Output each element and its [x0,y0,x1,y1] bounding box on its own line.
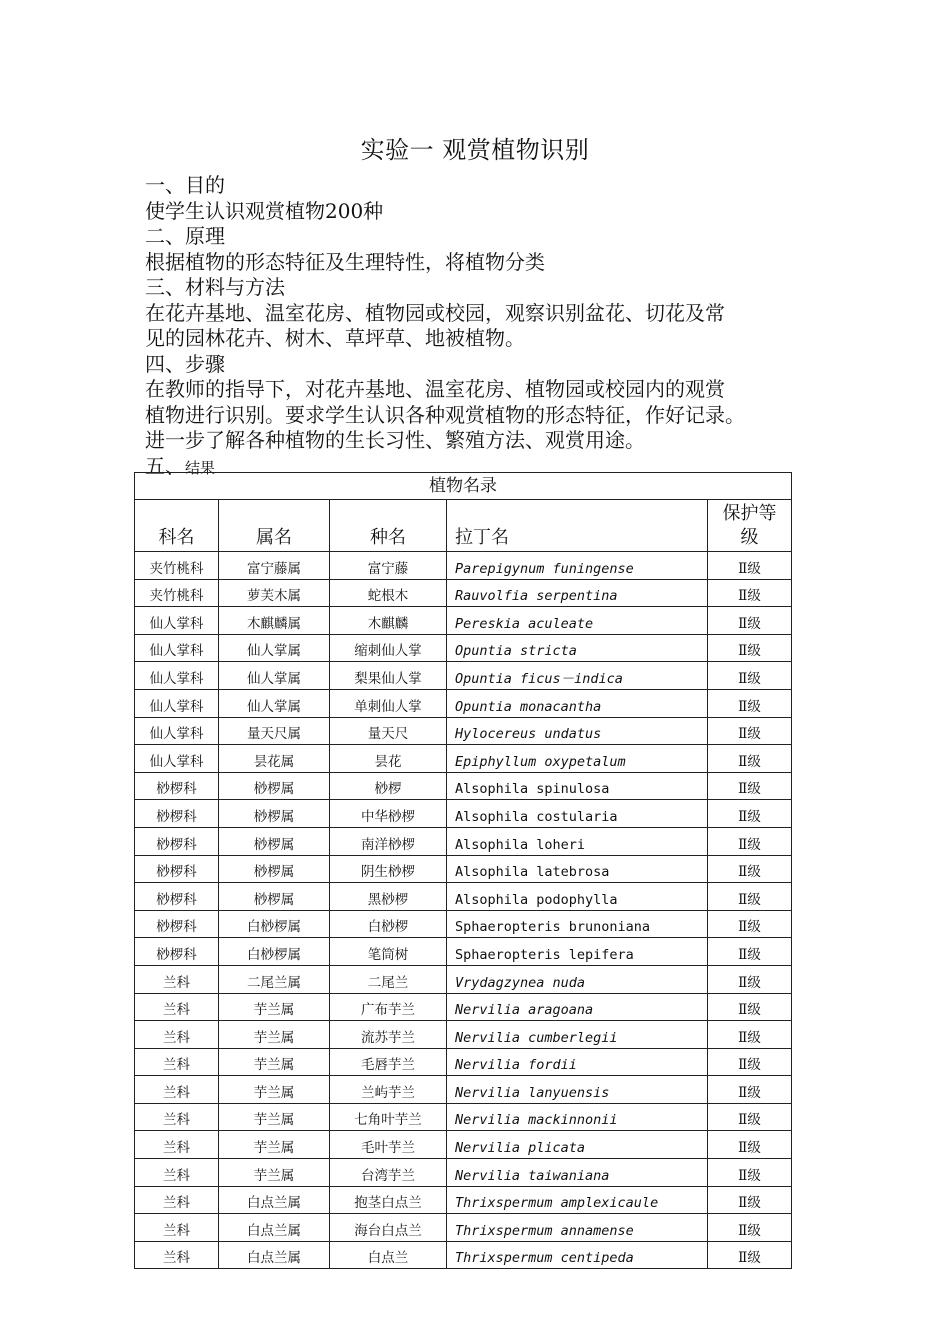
cell-species: 抱茎白点兰 [330,1186,447,1214]
cell-genus: 芋兰属 [219,993,330,1021]
header-latin: 拉丁名 [447,500,708,552]
section-3-heading: 三、材料与方法 [145,275,285,299]
cell-genus: 白点兰属 [219,1241,330,1269]
cell-species: 缩刺仙人掌 [330,634,447,662]
cell-level: Ⅱ级 [708,965,792,993]
table-row [135,1076,792,1104]
cell-genus: 芋兰属 [219,1021,330,1049]
cell-genus: 白点兰属 [219,1214,330,1242]
cell-family: 兰科 [135,1048,219,1076]
cell-species: 阴生桫椤 [330,855,447,883]
cell-species: 兰屿芋兰 [330,1076,447,1104]
cell-species: 台湾芋兰 [330,1159,447,1187]
cell-latin: Rauvolfia serpentina [447,579,708,607]
cell-species: 流苏芋兰 [330,1021,447,1049]
cell-level: Ⅱ级 [708,552,792,580]
table-row [135,965,792,993]
cell-family: 桫椤科 [135,910,219,938]
cell-level: Ⅱ级 [708,883,792,911]
section-2-heading: 二、原理 [145,224,225,248]
cell-species: 毛唇芋兰 [330,1048,447,1076]
section-5-number: 五、 [145,453,185,478]
table-row [135,1021,792,1049]
header-level [708,500,792,552]
cell-level: Ⅱ级 [708,662,792,690]
cell-genus: 桫椤属 [219,855,330,883]
cell-family: 仙人掌科 [135,607,219,635]
table-row [135,662,792,690]
plant-list-table [134,472,792,1269]
cell-genus: 仙人掌属 [219,689,330,717]
section-3-text-line-2: 见的园林花卉、树木、草坪草、地被植物。 [145,326,525,350]
cell-level: Ⅱ级 [708,1103,792,1131]
header-level-line-1: 保护等 [722,503,777,524]
cell-level: Ⅱ级 [708,1021,792,1049]
table-row [135,1048,792,1076]
cell-level: Ⅱ级 [708,634,792,662]
section-4-text-line-3: 进一步了解各种植物的生长习性、繁殖方法、观赏用途。 [145,428,645,452]
cell-species: 南洋桫椤 [330,827,447,855]
cell-genus: 萝芙木属 [219,579,330,607]
section-4-heading: 四、步骤 [145,351,225,376]
cell-species: 海台白点兰 [330,1214,447,1242]
cell-latin: Alsophila spinulosa [447,772,708,800]
cell-genus: 桫椤属 [219,827,330,855]
cell-family: 仙人掌科 [135,662,219,690]
cell-level: Ⅱ级 [708,1076,792,1104]
table-row [135,800,792,828]
cell-level: Ⅱ级 [708,855,792,883]
section-2-text: 根据植物的形态特征及生理特性，将植物分类 [145,249,545,274]
table-row [135,910,792,938]
cell-genus: 桫椤属 [219,883,330,911]
section-4-text-line-2: 植物进行识别。要求学生认识各种观赏植物的形态特征，作好记录。 [145,402,745,427]
cell-family: 兰科 [135,1103,219,1131]
cell-species: 蛇根木 [330,579,447,607]
cell-level: Ⅱ级 [708,1159,792,1187]
header-genus: 属名 [219,500,330,552]
table-row [135,938,792,966]
header-level-line-2: 级 [740,527,759,548]
cell-family: 桫椤科 [135,827,219,855]
cell-family: 兰科 [135,1186,219,1214]
cell-level: Ⅱ级 [708,607,792,635]
cell-family: 兰科 [135,1131,219,1159]
cell-family: 桫椤科 [135,938,219,966]
cell-species: 中华桫椤 [330,800,447,828]
cell-species: 七角叶芋兰 [330,1103,447,1131]
cell-species: 广布芋兰 [330,993,447,1021]
cell-species: 黑桫椤 [330,883,447,911]
cell-species: 笔筒树 [330,938,447,966]
cell-latin: Thrixspermum centipeda [447,1241,708,1269]
cell-latin: Nervilia taiwaniana [447,1159,708,1187]
cell-family: 兰科 [135,1021,219,1049]
cell-level: Ⅱ级 [708,800,792,828]
table-caption-row [135,473,792,500]
cell-genus: 昙花属 [219,745,330,773]
header-family: 科名 [135,500,219,552]
cell-latin: Opuntia monacantha [447,689,708,717]
cell-level: Ⅱ级 [708,1048,792,1076]
cell-level: Ⅱ级 [708,993,792,1021]
table-row [135,827,792,855]
cell-latin: Pereskia aculeate [447,607,708,635]
cell-family: 桫椤科 [135,772,219,800]
cell-family: 兰科 [135,1214,219,1242]
table-row [135,717,792,745]
cell-family: 兰科 [135,1241,219,1269]
section-1-text: 使学生认识观赏植物200种 [145,198,384,223]
cell-latin: Nervilia lanyuensis [447,1076,708,1104]
cell-level: Ⅱ级 [708,1186,792,1214]
table-row [135,634,792,662]
cell-level: Ⅱ级 [708,910,792,938]
cell-species: 白桫椤 [330,910,447,938]
cell-genus: 仙人掌属 [219,662,330,690]
cell-family: 仙人掌科 [135,689,219,717]
cell-species: 二尾兰 [330,965,447,993]
cell-level: Ⅱ级 [708,579,792,607]
cell-genus: 仙人掌属 [219,634,330,662]
cell-level: Ⅱ级 [708,1214,792,1242]
table-row [135,855,792,883]
table-row [135,607,792,635]
cell-latin: Alsophila costularia [447,800,708,828]
cell-family: 仙人掌科 [135,634,219,662]
table-row [135,1186,792,1214]
cell-genus: 白桫椤属 [219,910,330,938]
table-row [135,993,792,1021]
cell-genus: 桫椤属 [219,772,330,800]
cell-latin: Opuntia stricta [447,634,708,662]
table-row [135,745,792,773]
cell-level: Ⅱ级 [708,745,792,773]
cell-family: 桫椤科 [135,800,219,828]
cell-species: 桫椤 [330,772,447,800]
cell-latin: Sphaeropteris lepifera [447,938,708,966]
cell-latin: Thrixspermum annamense [447,1214,708,1242]
cell-latin: Parepigynum funingense [447,552,708,580]
cell-latin: Thrixspermum amplexicaule [447,1186,708,1214]
cell-level: Ⅱ级 [708,1131,792,1159]
cell-level: Ⅱ级 [708,827,792,855]
cell-latin: Alsophila latebrosa [447,855,708,883]
cell-latin: Nervilia cumberlegii [447,1021,708,1049]
table-row [135,772,792,800]
cell-genus: 芋兰属 [219,1103,330,1131]
cell-family: 桫椤科 [135,855,219,883]
cell-species: 梨果仙人掌 [330,662,447,690]
table-row [135,1131,792,1159]
cell-genus: 芋兰属 [219,1131,330,1159]
cell-family: 夹竹桃科 [135,552,219,580]
table-caption: 植物名录 [135,473,792,500]
header-species: 种名 [330,500,447,552]
cell-family: 桫椤科 [135,883,219,911]
section-4-text-line-1: 在教师的指导下，对花卉基地、温室花房、植物园或校园内的观赏 [145,377,725,401]
cell-family: 夹竹桃科 [135,579,219,607]
table-row [135,689,792,717]
cell-level: Ⅱ级 [708,772,792,800]
cell-family: 兰科 [135,965,219,993]
cell-latin: Epiphyllum oxypetalum [447,745,708,773]
cell-family: 兰科 [135,1159,219,1187]
cell-latin: Opuntia ficus－indica [447,662,708,690]
cell-latin: Hylocereus undatus [447,717,708,745]
table-header-row [135,500,792,552]
cell-latin: Nervilia plicata [447,1131,708,1159]
cell-family: 仙人掌科 [135,745,219,773]
cell-latin: Alsophila loheri [447,827,708,855]
cell-genus: 桫椤属 [219,800,330,828]
section-3-text-line-1: 在花卉基地、温室花房、植物园或校园，观察识别盆花、切花及常 [145,300,725,325]
table-row [135,1103,792,1131]
cell-level: Ⅱ级 [708,1241,792,1269]
cell-latin: Alsophila podophylla [447,883,708,911]
cell-genus: 芋兰属 [219,1159,330,1187]
table-row [135,579,792,607]
table-row [135,552,792,580]
cell-genus: 富宁藤属 [219,552,330,580]
cell-species: 昙花 [330,745,447,773]
page-title: 实验一 观赏植物识别 [360,136,590,164]
cell-genus: 量天尺属 [219,717,330,745]
section-1-heading: 一、目的 [145,173,225,197]
cell-species: 量天尺 [330,717,447,745]
cell-species: 毛叶芋兰 [330,1131,447,1159]
cell-latin: Sphaeropteris brunoniana [447,910,708,938]
cell-latin: Nervilia aragoana [447,993,708,1021]
section-5-label: 结果 [185,458,216,477]
cell-species: 单刺仙人掌 [330,689,447,717]
cell-species: 白点兰 [330,1241,447,1269]
cell-genus: 芋兰属 [219,1048,330,1076]
cell-level: Ⅱ级 [708,689,792,717]
cell-genus: 木麒麟属 [219,607,330,635]
cell-level: Ⅱ级 [708,717,792,745]
cell-genus: 二尾兰属 [219,965,330,993]
cell-family: 仙人掌科 [135,717,219,745]
table-row [135,1214,792,1242]
cell-level: Ⅱ级 [708,938,792,966]
cell-species: 木麒麟 [330,607,447,635]
table-row [135,1159,792,1187]
cell-latin: Nervilia fordii [447,1048,708,1076]
cell-latin: Vrydagzynea nuda [447,965,708,993]
cell-family: 兰科 [135,1076,219,1104]
cell-latin: Nervilia mackinnonii [447,1103,708,1131]
cell-species: 富宁藤 [330,552,447,580]
cell-family: 兰科 [135,993,219,1021]
table-row [135,1241,792,1269]
document-body [145,173,845,481]
cell-genus: 白点兰属 [219,1186,330,1214]
cell-genus: 白桫椤属 [219,938,330,966]
cell-genus: 芋兰属 [219,1076,330,1104]
table-row [135,883,792,911]
